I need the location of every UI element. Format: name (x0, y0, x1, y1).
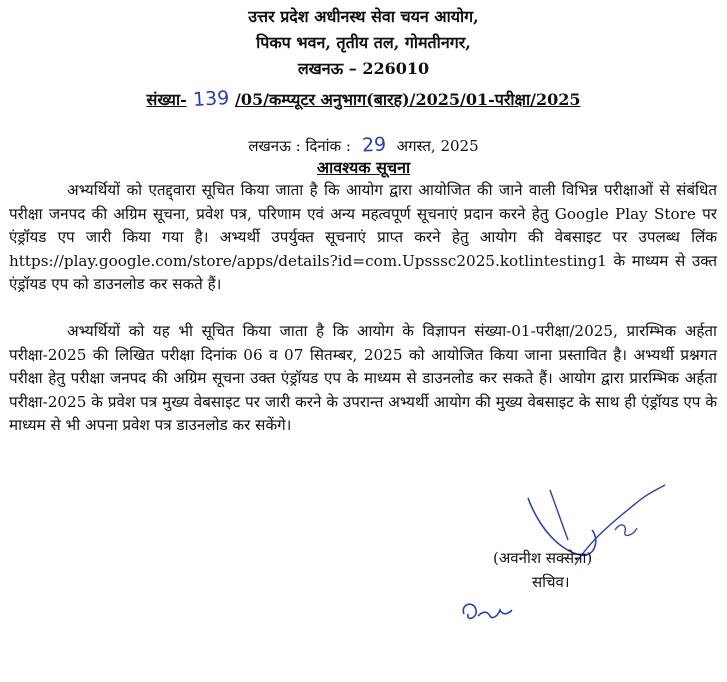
signatory-designation: सचिव। (532, 573, 570, 591)
date-suffix: अगस्त, 2025 (396, 137, 479, 155)
reference-number (0, 88, 727, 110)
date-line (0, 134, 727, 156)
date-prefix: लखनऊ : दिनांक : (248, 137, 351, 155)
initial-mark (458, 596, 518, 628)
reference-prefix: संख्या- (146, 90, 187, 109)
handwritten-date: 29 (361, 133, 387, 157)
handwritten-reference-number: 139 (192, 87, 230, 111)
paragraph-app-announcement: अभ्यर्थियों को एतद्द्वारा सूचित किया जाता है कि आयोग द्वारा आयोजित की जाने वाली विभिन्न परीक्षाओं से संबंधित परीक्षा जनपद की अग्रिम सूचना, प्रवेश पत्र, परिणाम एवं अन्य महत्वपूर्ण सूचनाएं प्रदान करने हेतु Google Play Store पर एंड्रॉयड एप जारी किया गया है। अभ्यर्थी उपर्युक्त सूचनाएं प्राप्त करने हेतु आयोग की वेबसाइट पर उपलब्ध लिंक https://play.google.com/store/apps/details?id=com.Upsssc2025.kotlintesting1 के माध्यम से उक्त एंड्रॉयड एप को डाउनलोड कर सकते हैं। (9, 181, 717, 293)
header-address: पिकप भवन, तृतीय तल, गोमतीनगर, (256, 33, 471, 52)
notice-title: आवश्यक सूचना (316, 158, 411, 177)
signatory-name: (अवनीश सक्सेना) (493, 549, 593, 567)
header-city: लखनऊ – 226010 (297, 59, 430, 78)
header-org-name: उत्तर प्रदेश अधीनस्थ सेवा चयन आयोग, (248, 7, 479, 26)
reference-suffix: /05/कम्प्यूटर अनुभाग(बारह)/2025/01-परीक्षा/2025 (235, 90, 581, 109)
paragraph-exam-details: अभ्यर्थियों को यह भी सूचित किया जाता है कि आयोग के विज्ञापन संख्या-01-परीक्षा/2025, प्रारम्भिक अर्हता परीक्षा-2025 की लिखित परीक्षा दिनांक 06 व 07 सितम्बर, 2025 को आयोजित किया जाना प्रस्तावित है। अभ्यर्थी प्रश्नगत परीक्षा हेतु परीक्षा जनपद की अग्रिम सूचना उक्त एंड्रॉयड एप के माध्यम से डाउनलोड कर सकते हैं। आयोग द्वारा प्रारम्भिक अर्हता परीक्षा-2025 के प्रवेश पत्र मुख्य वेबसाइट पर जारी करने के उपरान्त अभ्यर्थी आयोग की मुख्य वेबसाइट के साथ ही एंड्रॉयड एप के माध्यम से भी अपना प्रवेश पत्र डाउनलोड कर सकेंगे। (9, 322, 717, 434)
